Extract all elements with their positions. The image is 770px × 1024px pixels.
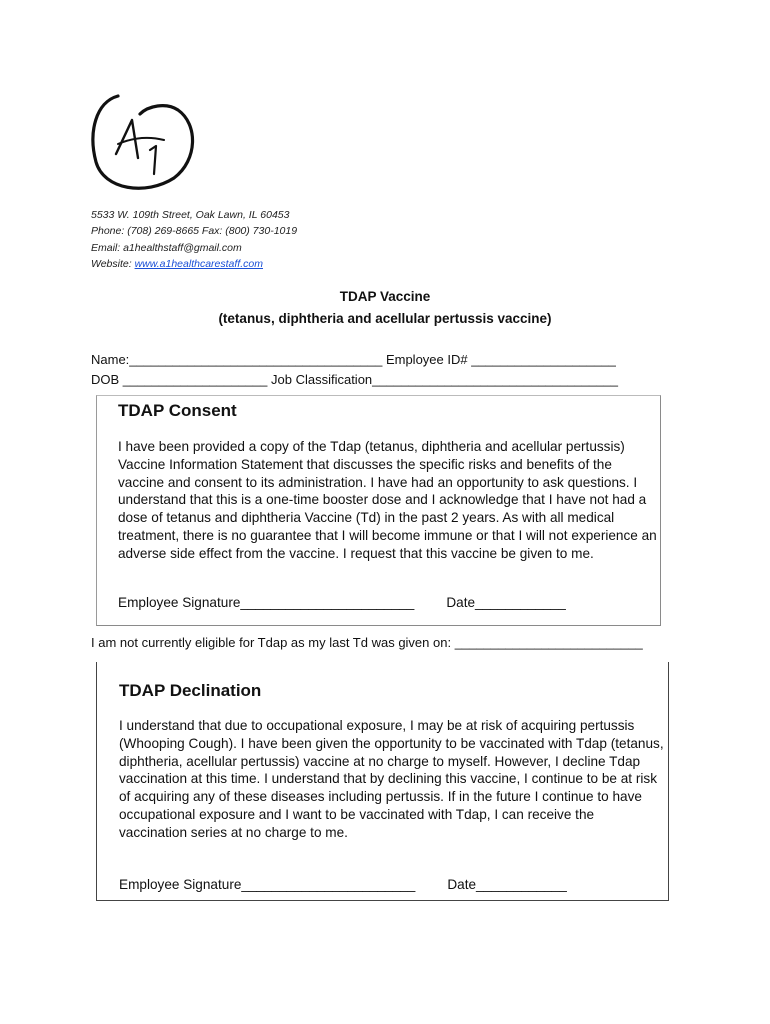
- consent-statement: I have been provided a copy of the Tdap (tetanus, diphtheria and acellular pertussis) Vaccine Information Statement that discusses the specific risks and benefits of the vaccine and consent to its administration. I have had an opportunity to ask questions. I understand that this is a one-time booster dose and I acknowledge that I have not had a dose of tetanus and diphtheria Vaccine (Td) in the past 2 years. As with all medical treatment, there is no guarantee that I will become immune or that I will not experience an adverse side effect from the vaccine. I request that this vaccine be given to me.: [118, 439, 657, 561]
- website-link[interactable]: www.a1healthcarestaff.com: [134, 257, 263, 270]
- dob-job-classification-field[interactable]: DOB ____________________ Job Classification__________________________________: [91, 372, 618, 387]
- name-employee-id-field[interactable]: Name:___________________________________ Employee ID# ____________________: [91, 352, 616, 367]
- declination-signature-row: [119, 877, 567, 892]
- address-line: 5533 W. 109th Street, Oak Lawn, IL 60453: [91, 209, 290, 221]
- declination-date-field[interactable]: Date____________: [447, 877, 567, 892]
- consent-signature-row: [118, 595, 566, 610]
- declination-heading: TDAP Declination: [119, 681, 262, 700]
- consent-box: [96, 395, 661, 626]
- website-line: [91, 256, 297, 272]
- consent-signature-field[interactable]: Employee Signature_______________________: [118, 595, 415, 610]
- company-logo: [86, 92, 198, 196]
- eligibility-statement[interactable]: I am not currently eligible for Tdap as my last Td was given on: __________________________: [91, 635, 643, 650]
- declination-signature-field[interactable]: Employee Signature_______________________: [119, 877, 416, 892]
- document-subtitle: (tetanus, diphtheria and acellular pertussis vaccine): [218, 311, 552, 326]
- consent-heading: TDAP Consent: [118, 401, 237, 420]
- website-label: Website:: [91, 257, 135, 270]
- phone-fax-line: Phone: (708) 269-8665 Fax: (800) 730-1019: [91, 225, 298, 238]
- document-title: TDAP Vaccine: [339, 289, 431, 304]
- email-line: Email: a1healthstaff@gmail.com: [91, 241, 242, 254]
- contact-block: [91, 207, 297, 272]
- declination-statement: I understand that due to occupational exposure, I may be at risk of acquiring pertussis (Whooping Cough). I have been given the opportunity to be vaccinated with Tdap (tetanus, diphtheria, acellular pertussis) vaccine at no charge to myself. However, I decline Tdap vaccination at this time. I understand that by declining this vaccine, I continue to be at risk of acquiring any of these diseases including pertussis. If in the future I continue to have occupational exposure and I want to be vaccinated with Tdap, I can receive the vaccination series at no charge to me.: [119, 718, 664, 840]
- declination-box: [96, 662, 669, 901]
- consent-date-field[interactable]: Date____________: [446, 595, 566, 610]
